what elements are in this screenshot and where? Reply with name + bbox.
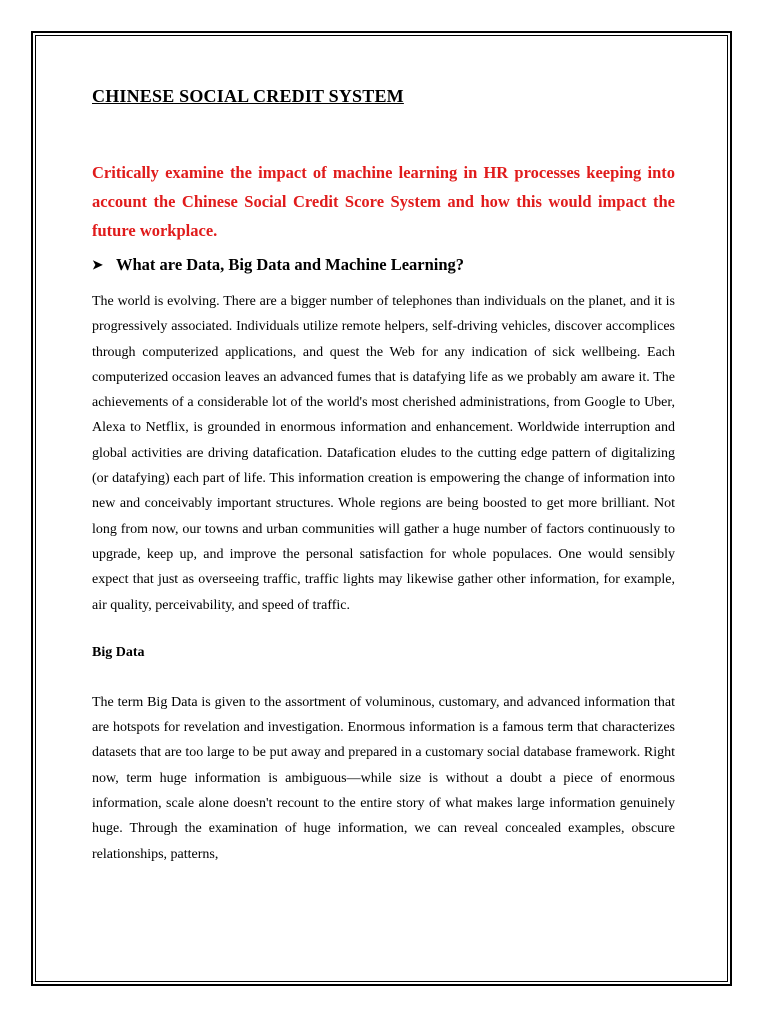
document-title: CHINESE SOCIAL CREDIT SYSTEM <box>92 86 404 106</box>
paragraph-big-data: The term Big Data is given to the assortment of voluminous, customary, and advanced information that are hotspots for revelation and investigation. Enormous information is a famous term that characterizes datasets that are too large to be put away and prepared in a customary social database framework. Right now, term huge information is ambiguous—while size is without a doubt a piece of enormous information, scale alone doesn't recount to the entire story of what makes large information genuinely huge. Through the examination of huge information, we can reveal concealed examples, obscure relationships, patterns, <box>92 694 675 862</box>
document-body <box>92 86 675 867</box>
essay-question: Critically examine the impact of machine learning in HR processes keeping into account the Chinese Social Credit Score System and how this would impact the future workplace. <box>92 163 675 240</box>
arrow-bullet-icon: ➤ <box>92 257 103 272</box>
section-heading-text: What are Data, Big Data and Machine Learning? <box>116 255 465 274</box>
section-heading <box>92 254 675 276</box>
subheading-big-data: Big Data <box>92 644 145 660</box>
paragraph-intro: The world is evolving. There are a bigger number of telephones than individuals on the planet, and it is progressively associated. Individuals utilize remote helpers, self-driving vehicles, discover accomplices through computerized applications, and quest the Web for any indication of sick wellbeing. Each computerized occasion leaves an advanced fumes that is datafying life as we probably am aware it. The achievements of a considerable lot of the world's most cherished administrations, from Google to Uber, Alexa to Netflix, is grounded in enormous information and enhancement. Worldwide interruption and global activities are driving datafication. Datafication eludes to the cutting edge pattern of digitalizing (or datafying) each part of life. This information creation is empowering the change of information into new and conceivably important structures. Whole regions are being boosted to get more brilliant. Not long from now, our towns and urban communities will gather a huge number of factors continuously to upgrade, keep up, and improve the personal satisfaction for whole populaces. One would sensibly expect that just as overseeing traffic, traffic lights may likewise gather other information, for example, air quality, perceivability, and speed of traffic. <box>92 294 675 613</box>
